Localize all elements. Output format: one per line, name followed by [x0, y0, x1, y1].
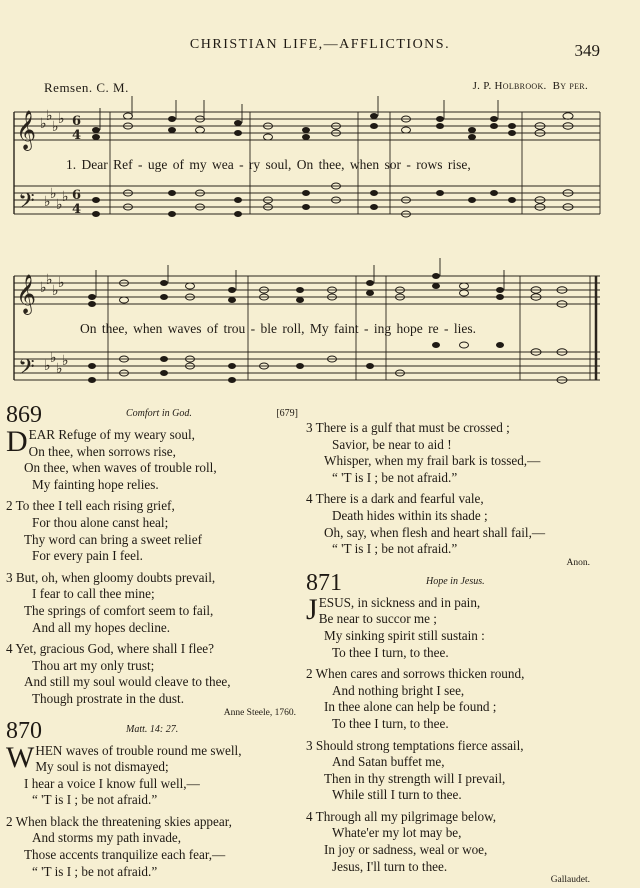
verse-line: Those accents tranquilize each fear,—: [24, 847, 226, 863]
verse-line: For thou alone canst heal;: [32, 514, 169, 530]
hymn-number: 870: [6, 717, 42, 744]
verse-line: For every pain I feel.: [32, 548, 143, 564]
svg-text:♭: ♭: [52, 283, 59, 299]
verse-line: Death hides within its shade ;: [332, 507, 488, 523]
page-number: 349: [574, 41, 600, 60]
right-column: [306, 420, 596, 885]
verse-line: ESUS, in sickness and in pain,: [318, 594, 481, 610]
svg-text:♭: ♭: [52, 119, 59, 135]
composer-name: J. P. Holbrook.: [472, 80, 547, 92]
svg-text:♭: ♭: [46, 272, 53, 288]
svg-text:♭: ♭: [44, 194, 51, 210]
svg-text:♭: ♭: [50, 350, 57, 366]
hymn-870: [6, 717, 302, 881]
hymn-attribution: Anne Steele, 1760.: [223, 707, 296, 718]
hymn-attribution: Gallaudet.: [550, 875, 590, 886]
verse-line: Be near to succor me ;: [318, 611, 437, 627]
verse-line: On thee, when sorrows rise,: [28, 443, 176, 459]
hymn-title: Comfort in God.: [126, 408, 192, 419]
verse-line: Though prostrate in the dust.: [32, 690, 184, 706]
hymn-number: 871: [306, 569, 342, 596]
svg-text:♭: ♭: [62, 189, 69, 205]
verse-line: My sinking spirit still sustain :: [324, 627, 485, 643]
verse-line: I hear a voice I know full well,—: [24, 775, 200, 791]
verse-line: While still I turn to thee.: [332, 787, 462, 803]
verse-line: On thee, when waves of trouble roll,: [24, 460, 217, 476]
drop-cap: J: [306, 592, 318, 626]
drop-cap: D: [6, 425, 28, 458]
music-score: [0, 0, 640, 400]
stanza: [6, 641, 302, 707]
verse-line: 3 Should strong temptations fierce assail,: [306, 737, 524, 753]
hymn-reference: [679]: [276, 408, 298, 419]
verse-line: And nothing bright I see,: [332, 682, 465, 698]
stanza: [6, 570, 302, 636]
time-sig-top: 6: [72, 114, 82, 129]
running-header: CHRISTIAN LIFE,—AFFLICTIONS.: [189, 37, 451, 52]
verse-line: Whate'er my lot may be,: [332, 825, 462, 841]
verse-line: To thee I turn, to thee.: [332, 644, 449, 660]
verse-line: 4 There is a dark and fearful vale,: [306, 491, 484, 507]
svg-text:♭: ♭: [50, 186, 57, 202]
svg-text:♭: ♭: [58, 111, 65, 127]
stanza: [306, 420, 596, 486]
time-sig-bottom: 4: [72, 128, 82, 143]
system2-bass-staff: [14, 352, 600, 380]
verse-line: 4 Through all my pilgrimage below,: [306, 808, 497, 824]
verse-line: In joy or sadness, weal or woe,: [324, 842, 488, 858]
verse-line: 4 Yet, gracious God, where shall I flee?: [6, 641, 215, 657]
svg-text:♭: ♭: [62, 353, 69, 369]
verse-line: Whisper, when my frail bark is tossed,—: [324, 453, 541, 469]
svg-text:𝄞: 𝄞: [16, 274, 37, 314]
stanza: [306, 666, 596, 732]
verse-line: “ 'T is I ; be not afraid.”: [32, 863, 158, 879]
tune-name: Remsen. C. M.: [44, 80, 129, 95]
stanza: [6, 427, 302, 493]
stanza: [306, 491, 596, 557]
time-sig-top-bass: 6: [72, 188, 82, 203]
lyric-line-1: 1. Dear Ref - uge of my wea - ry soul, On thee, when sor - rows rise,: [66, 157, 471, 172]
drop-cap: W: [6, 740, 35, 774]
svg-text:𝄢: 𝄢: [18, 355, 35, 385]
verse-line: 3 But, oh, when gloomy doubts prevail,: [6, 569, 216, 585]
verse-line: My fainting hope relies.: [32, 476, 159, 492]
permission-note: By per.: [552, 80, 588, 92]
verse-line: 3 There is a gulf that must be crossed ;: [306, 420, 510, 435]
verse-line: Then in thy strength will I prevail,: [324, 770, 506, 786]
verse-line: The springs of comfort seem to fail,: [24, 602, 214, 618]
svg-text:♭: ♭: [40, 280, 47, 296]
verse-line: 2 When black the threatening skies appear,: [6, 813, 232, 829]
stanza: [6, 498, 302, 564]
svg-text:♭: ♭: [44, 358, 51, 374]
verse-line: HEN waves of trouble round me swell,: [35, 742, 242, 758]
hymn-869: [6, 404, 302, 718]
verse-line: “ 'T is I ; be not afraid.”: [332, 469, 458, 485]
stanza: [306, 738, 596, 804]
verse-line: Savior, be near to aid !: [332, 436, 452, 452]
hymn-number: 869: [6, 402, 42, 428]
lyric-line-2: On thee, when waves of trou - ble roll, My faint - ing hope re - lies.: [80, 321, 477, 336]
stanza: [6, 740, 302, 809]
verse-line: Jesus, I'll turn to thee.: [332, 858, 448, 874]
verse-line: “ 'T is I ; be not afraid.”: [332, 541, 458, 557]
svg-text:♭: ♭: [56, 361, 63, 377]
verse-line: Oh, say, when flesh and heart shall fail,—: [324, 524, 546, 540]
svg-text:♭: ♭: [56, 197, 63, 213]
svg-text:♭: ♭: [40, 116, 47, 132]
hymn-title: Matt. 14: 27.: [126, 723, 179, 735]
hymn-871: [306, 569, 596, 886]
bass-clef-icon: 𝄢: [18, 189, 35, 219]
svg-text:♭: ♭: [58, 275, 65, 291]
stanza: [306, 592, 596, 661]
verse-line: And all my hopes decline.: [32, 619, 171, 635]
treble-clef-icon: 𝄞: [16, 110, 37, 150]
time-sig-bottom-bass: 4: [72, 202, 82, 217]
hymn-attribution: Anon.: [566, 557, 590, 568]
verse-line: Thou art my only trust;: [32, 657, 155, 673]
verse-line: I fear to call thee mine;: [32, 586, 155, 602]
verse-line: Thy word can bring a sweet relief: [24, 531, 202, 547]
left-column: [6, 404, 302, 880]
verse-line: To thee I turn, to thee.: [332, 715, 449, 731]
verse-line: In thee alone can help be found ;: [324, 699, 497, 715]
verse-line: 2 To thee I tell each rising grief,: [6, 498, 175, 514]
verse-line: And storms my path invade,: [32, 830, 182, 846]
system2-treble-staff: [14, 276, 600, 304]
verse-line: 2 When cares and sorrows thicken round,: [306, 666, 525, 682]
verse-line: And Satan buffet me,: [332, 754, 445, 770]
hymn-title: Hope in Jesus.: [426, 575, 485, 587]
verse-line: And still my soul would cleave to thee,: [24, 674, 231, 690]
stanza: [6, 814, 302, 880]
verse-line: “ 'T is I ; be not afraid.”: [32, 792, 158, 808]
verse-line: EAR Refuge of my weary soul,: [28, 427, 195, 442]
verse-line: My soul is not dismayed;: [35, 759, 169, 775]
svg-text:♭: ♭: [46, 108, 53, 124]
stanza: [306, 809, 596, 875]
